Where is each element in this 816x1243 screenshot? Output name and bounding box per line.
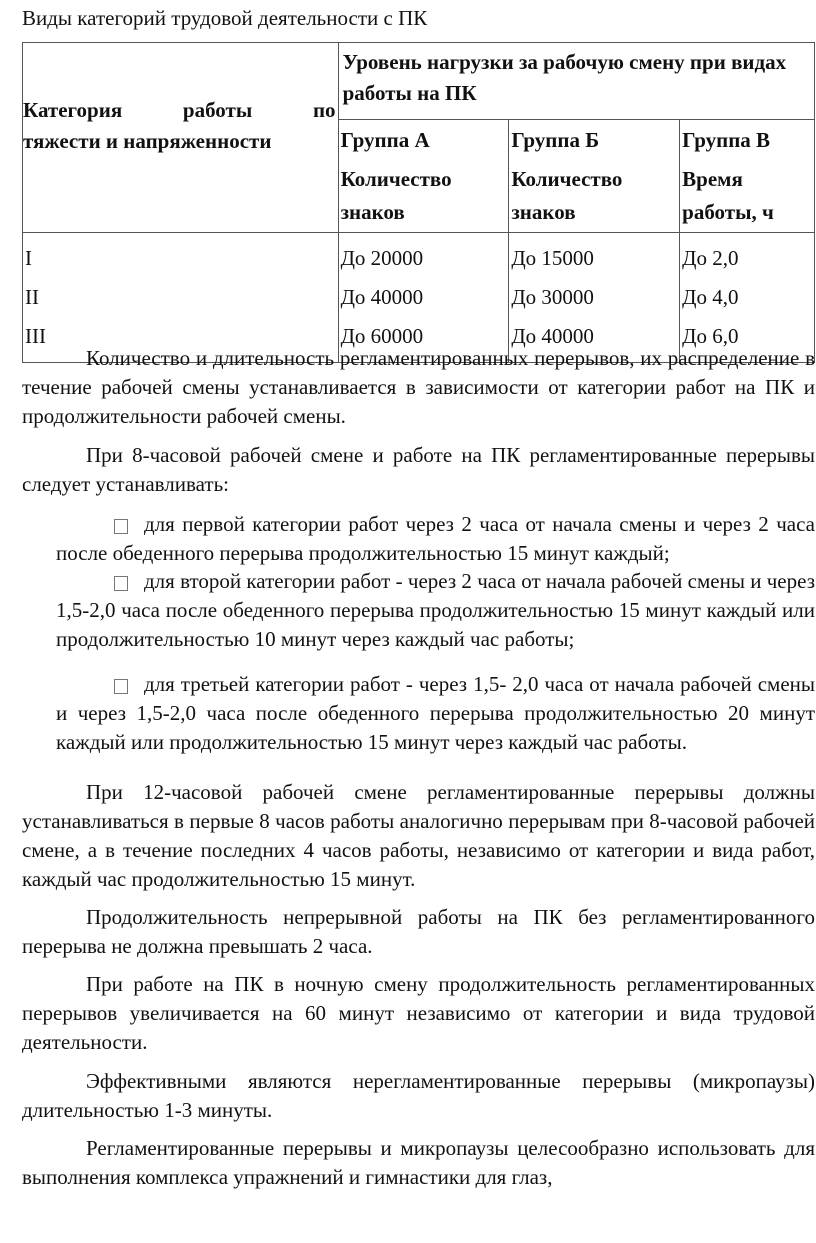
categories-table [22,42,815,363]
group-c-values: До 2,0 До 4,0 До 6,0 [680,233,815,363]
paragraph-8-hour-shift: При 8-часовой рабочей смене и работе на ПК регламентированные перерывы следует устанавливать: [22,443,815,496]
category-header-cell [23,43,339,233]
table-body-row [23,233,815,363]
category-column-values: I II III [23,233,339,363]
paragraph-12-hour-shift: При 12-часовой рабочей смене регламентированные перерывы должны устанавливаться в первые 8 часов работы аналогично перерывам при 8-часовой рабочей смене, а в течение последних 4 часов работы, независимо от категории и вида работ, каждый час продолжительностью 15 минут. [22,780,815,891]
group-b-header: Группа Б Количество знаков [509,120,680,233]
group-a-values: До 20000 До 40000 До 60000 [338,233,509,363]
list-item-category-2: для второй категории работ - через 2 часа от начала рабочей смены и через 1,5-2,0 часа после обеденного перерыва продолжительностью 15 минут каждый или продолжительностью 10 минут через каждый час работы; [56,569,815,651]
group-c-header: Группа В Время работы, ч [680,120,815,233]
list-item-category-3: для третьей категории работ - через 1,5- 2,0 часа от начала рабочей смены и через 1,5-2,0 часа после обеденного перерыва продолжительностью 20 минут каждый или продолжительностью 15 минут через каждый час работы. [56,672,815,754]
group-b-values: До 15000 До 30000 До 40000 [509,233,680,363]
bullet-icon [114,519,128,534]
table-header-row [23,43,815,120]
category-header-line1: Категория работы по [23,97,336,122]
paragraph-exercises: Регламентированные перерывы и микропаузы целесообразно использовать для выполнения комплекса упражнений и гимнастики для глаз, [22,1136,815,1189]
paragraph-breaks-distribution: Количество и длительность регламентированных перерывов, их распределение в течение рабочей смены устанавливается в зависимости от категории работ на ПК и продолжительности рабочей смены. [22,346,815,428]
bullet-icon [114,679,128,694]
paragraph-night-shift: При работе на ПК в ночную смену продолжительность регламентированных перерывов увеличивается на 60 минут независимо от категории и вида трудовой деятельности. [22,972,815,1054]
group-a-header: Группа А Количество знаков [338,120,509,233]
bullet-icon [114,576,128,591]
category-header-line2: тяжести и напряженности [23,128,272,153]
paragraph-continuous-work: Продолжительность непрерывной работы на ПК без регламентированного перерыва не должна превышать 2 часа. [22,905,815,958]
paragraph-micropauses: Эффективными являются нерегламентированные перерывы (микропаузы) длительностью 1-3 минуты. [22,1069,815,1122]
level-header-cell: Уровень нагрузки за рабочую смену при видах работы на ПК [338,43,814,120]
list-item-category-1: для первой категории работ через 2 часа от начала смены и через 2 часа после обеденного перерыва продолжительностью 15 минут каждый; [56,512,815,565]
table-caption: Виды категорий трудовой деятельности с ПК [22,6,428,30]
